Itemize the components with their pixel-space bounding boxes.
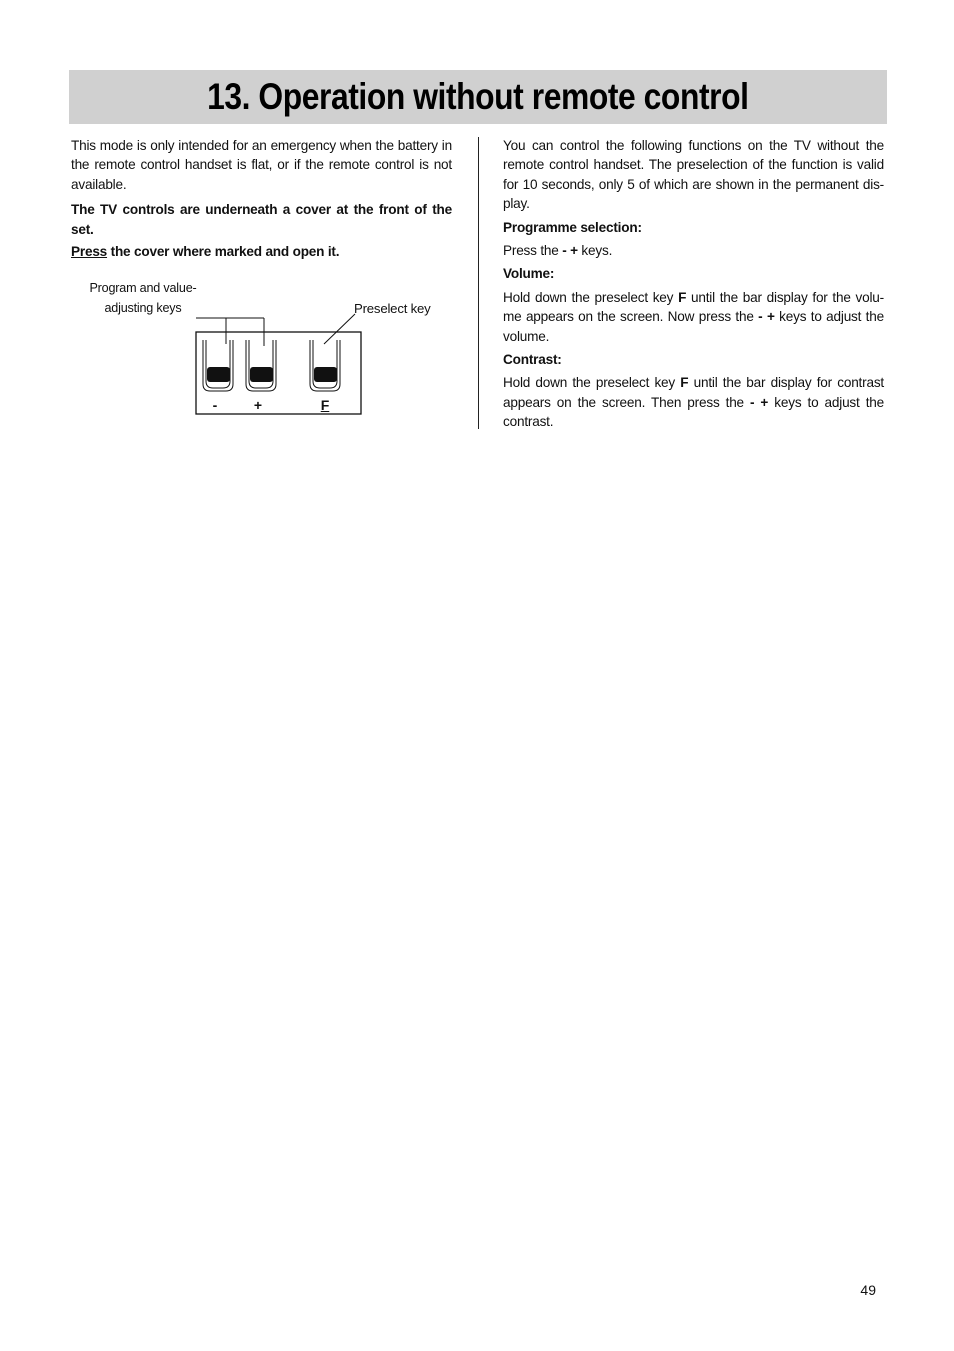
key-button-plus <box>250 367 273 382</box>
title-bar <box>69 70 887 124</box>
press-word: Press <box>71 244 108 260</box>
key-slot-f <box>310 340 340 391</box>
minus-key-symbol: - <box>212 397 218 413</box>
volume-key-f: F <box>678 289 687 305</box>
key-slot-minus <box>203 340 233 391</box>
right-column <box>503 136 884 432</box>
leader-line-preselect <box>324 314 355 344</box>
plus-key-symbol: + <box>253 397 263 413</box>
volume-heading: Volume: <box>503 266 555 282</box>
volume-keys: - + <box>758 309 780 325</box>
contrast-key-f: F <box>680 375 689 391</box>
programme-keys: - + <box>562 243 578 259</box>
volume-pre: Hold down the preselect key <box>503 289 679 305</box>
preselect-key-label: Preselect key <box>354 301 431 316</box>
left-column <box>71 136 452 261</box>
controls-note: The TV controls are underneath a cover at the front of the set. <box>71 202 452 237</box>
key-button-f <box>314 367 337 382</box>
column-divider <box>478 137 479 429</box>
page-title: 13. Operation without remote control <box>207 76 749 117</box>
press-instruction <box>71 242 452 261</box>
intro-paragraph: This mode is only intended for an emergency when the battery in the remote control handset is flat, or if the remote control is not available. <box>71 138 452 192</box>
volume-post: keys to adjust the volume. <box>503 309 884 344</box>
contrast-keys: - + <box>750 394 775 410</box>
contrast-post: keys to adjust the contrast. <box>503 394 884 430</box>
press-rest: the cover where marked and open it. <box>107 244 340 260</box>
key-slot-plus <box>246 340 276 391</box>
key-button-minus <box>207 367 230 382</box>
volume-mid: until the bar display for the volu-me appears on the screen. Now press the <box>503 289 884 325</box>
programme-pre: Press the <box>503 243 563 259</box>
right-intro-paragraph: You can control the following functions on the TV without the remote control handset. The preselection of the function is valid for 10 seconds, only 5 of which are shown in the permanent dis-play. <box>503 138 884 212</box>
controls-figure <box>70 270 450 430</box>
f-key-symbol: F <box>320 397 330 413</box>
contrast-pre: Hold down the preselect key <box>503 375 681 391</box>
contrast-heading: Contrast: <box>503 352 562 368</box>
program-keys-label: Program and value-adjusting keys <box>89 281 197 315</box>
programme-post: keys. <box>577 243 613 259</box>
programme-heading: Programme selection: <box>503 219 642 235</box>
volume-text <box>503 288 884 346</box>
contrast-mid: until the bar display for contrast appears on the screen. Then press the <box>503 375 884 410</box>
page-number: 49 <box>860 1282 876 1298</box>
contrast-text <box>503 373 884 431</box>
programme-text <box>503 241 884 260</box>
